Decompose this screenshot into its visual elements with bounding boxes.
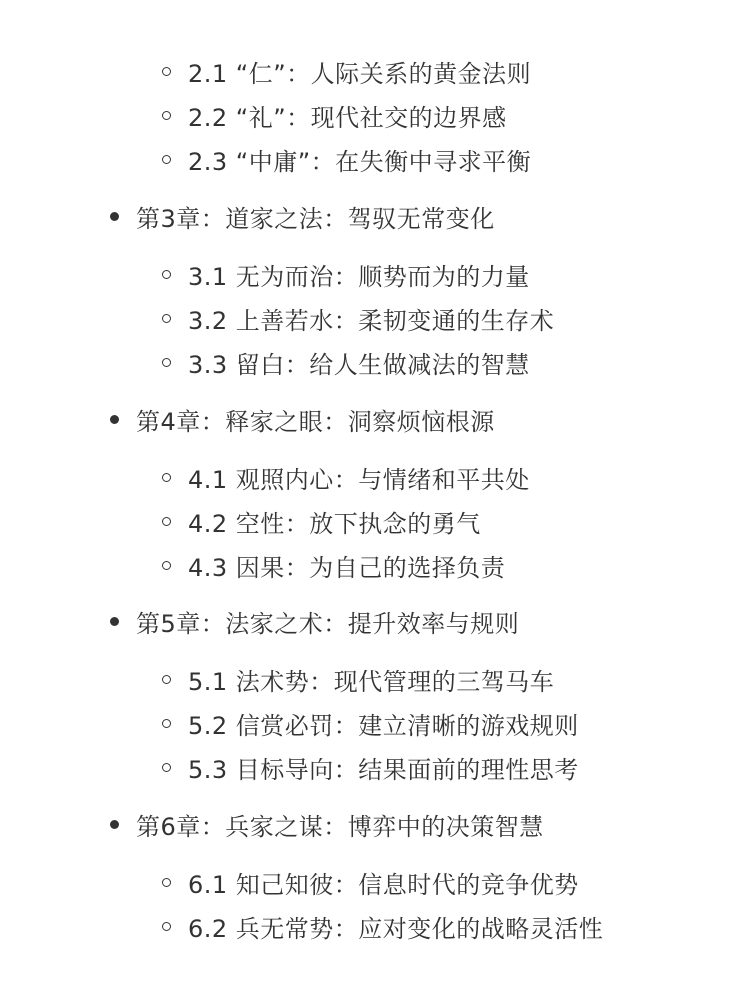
outline-item-2-1 [162, 51, 531, 91]
outline-chapter-6 [110, 804, 544, 844]
circle-bullet-icon [162, 314, 171, 323]
outline-item-4-1 [162, 457, 530, 497]
outline-item-text: 2.2 “礼”：现代社交的边界感 [188, 103, 507, 132]
outline-item-text: 6.1 知己知彼：信息时代的竞争优势 [188, 870, 579, 899]
outline-item-6-2 [162, 906, 603, 946]
outline-item-2-3 [162, 139, 531, 179]
outline-item-4-2 [162, 501, 481, 541]
circle-bullet-icon [162, 878, 171, 887]
outline-chapter-text: 第3章：道家之法：驾驭无常变化 [136, 204, 495, 233]
outline-item-text: 2.1 “仁”：人际关系的黄金法则 [188, 59, 532, 88]
circle-bullet-icon [162, 517, 171, 526]
outline-item-2-2 [162, 95, 507, 135]
outline-item-text: 4.2 空性：放下执念的勇气 [188, 509, 481, 538]
outline-chapter-5 [110, 601, 519, 641]
circle-bullet-icon [162, 719, 171, 728]
outline-item-text: 3.3 留白：给人生做减法的智慧 [188, 350, 530, 379]
outline-item-5-3 [162, 747, 579, 787]
outline-item-text: 2.3 “中庸”：在失衡中寻求平衡 [188, 147, 532, 176]
disc-bullet-icon [110, 820, 119, 829]
outline-item-text: 5.1 法术势：现代管理的三驾马车 [188, 667, 555, 696]
circle-bullet-icon [162, 922, 171, 931]
outline-item-text: 3.1 无为而治：顺势而为的力量 [188, 262, 530, 291]
outline-item-text: 4.3 因果：为自己的选择负责 [188, 553, 506, 582]
circle-bullet-icon [162, 67, 171, 76]
circle-bullet-icon [162, 111, 171, 120]
circle-bullet-icon [162, 473, 171, 482]
outline-chapter-3 [110, 196, 495, 236]
circle-bullet-icon [162, 561, 171, 570]
outline-item-5-1 [162, 659, 554, 699]
outline-chapter-4 [110, 399, 495, 439]
outline-item-text: 5.3 目标导向：结果面前的理性思考 [188, 755, 579, 784]
circle-bullet-icon [162, 675, 171, 684]
outline-chapter-text: 第6章：兵家之谋：博弈中的决策智慧 [136, 812, 544, 841]
circle-bullet-icon [162, 270, 171, 279]
outline-item-text: 3.2 上善若水：柔韧变通的生存术 [188, 306, 555, 335]
outline-item-3-3 [162, 342, 530, 382]
outline-item-3-2 [162, 298, 554, 338]
outline-item-3-1 [162, 254, 530, 294]
outline-item-4-3 [162, 545, 505, 585]
disc-bullet-icon [110, 617, 119, 626]
outline-item-6-1 [162, 862, 579, 902]
outline-item-text: 5.2 信赏必罚：建立清晰的游戏规则 [188, 711, 579, 740]
outline-chapter-text: 第4章：释家之眼：洞察烦恼根源 [136, 407, 495, 436]
circle-bullet-icon [162, 358, 171, 367]
circle-bullet-icon [162, 763, 171, 772]
outline-item-5-2 [162, 703, 579, 743]
disc-bullet-icon [110, 415, 119, 424]
circle-bullet-icon [162, 155, 171, 164]
outline-item-text: 6.2 兵无常势：应对变化的战略灵活性 [188, 914, 604, 943]
outline-chapter-text: 第5章：法家之术：提升效率与规则 [136, 609, 520, 638]
outline-item-text: 4.1 观照内心：与情绪和平共处 [188, 465, 530, 494]
disc-bullet-icon [110, 212, 119, 221]
